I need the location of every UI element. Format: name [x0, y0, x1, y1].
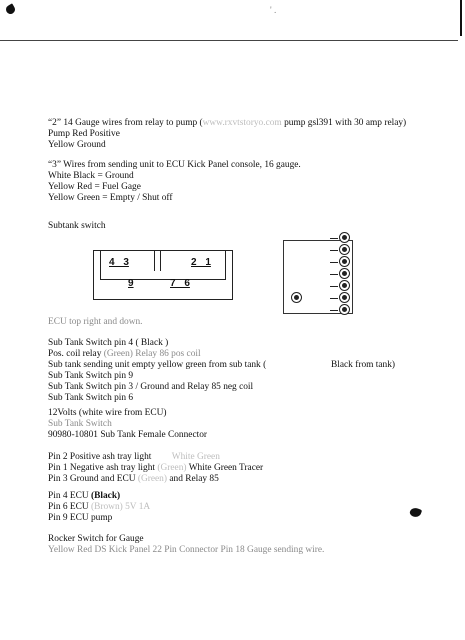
ash-pin-1: Pin 1 Negative ash tray light (Green) White Green Tracer [48, 463, 264, 473]
connector-pin [339, 232, 350, 243]
12v-line-3: 90980-10801 Sub Tank Female Connector [48, 430, 208, 440]
12v-line-1: 12Volts (white wire from ECU) [48, 408, 167, 418]
pins-4-3: 4 3 [109, 257, 129, 268]
12v-line-2: Sub Tank Switch [48, 419, 112, 429]
pin-9: 9 [128, 278, 134, 289]
switch-note-5: Sub Tank Switch pin 3 / Ground and Relay 85 neg coil [48, 382, 254, 392]
ink-blot-right [409, 506, 422, 518]
ash-pin-3: Pin 3 Ground and ECU (Green) and Relay 85 [48, 474, 219, 484]
rocker-line: Yellow Red DS Kick Panel 22 Pin Connector Pin 18 Gauge sending wire. [48, 545, 325, 555]
connector-pin [339, 244, 350, 255]
switch-note-6: Sub Tank Switch pin 6 [48, 393, 134, 403]
connector-ground-pin [291, 292, 302, 303]
top-mark: ' . [270, 6, 277, 16]
section-sender [48, 160, 301, 204]
ink-blot-top-left [4, 3, 16, 15]
switch-pin-notes [48, 338, 266, 404]
sender-line-2: Yellow Red = Fuel Gage [48, 182, 141, 192]
sender-heading: “3” Wires from sending unit to ECU Kick Panel console, 16 gauge. [48, 160, 301, 170]
section-12v [48, 408, 207, 441]
ecu-caption: ECU top right and down. [48, 317, 143, 327]
sender-line-1: White Black = Ground [48, 171, 134, 181]
switch-note-2: Pos. coil relay (Green) Relay 86 pos coil [48, 349, 201, 359]
ash-pin-2: Pin 2 Positive ash tray light White Green [48, 452, 220, 462]
pins-2-1: 2 1 [191, 257, 211, 268]
rocker-heading: Rocker Switch for Gauge [48, 534, 144, 544]
pins-7-6: 7 6 [170, 278, 190, 289]
connector-pin [339, 256, 350, 267]
ecu-pin-6: Pin 6 ECU (Brown) 5V 1A [48, 502, 151, 512]
subtank-switch-diagram [93, 250, 233, 300]
switch-note-1: Sub Tank Switch pin 4 ( Black ) [48, 338, 169, 348]
switch-note-4: Sub Tank Switch pin 9 [48, 371, 134, 381]
connector-pin [339, 268, 350, 279]
sender-line-3: Yellow Green = Empty / Shut off [48, 193, 173, 203]
ecu-pin-9: Pin 9 ECU pump [48, 513, 113, 523]
pump-url: www.rxvtstoryo.com [202, 118, 282, 128]
section-rocker [48, 534, 324, 556]
connector-pin [339, 304, 350, 315]
pump-heading: “2” 14 Gauge wires from relay to pump (www.rxvtstoryo.com pump gsl391 with 30 amp relay) [48, 118, 407, 128]
section-pump [48, 118, 406, 151]
pump-line-1: Pump Red Positive [48, 129, 120, 139]
section-ecu-pins [48, 491, 150, 524]
top-rule [0, 40, 458, 41]
right-edge-bar [460, 0, 462, 36]
ecu-pin-4: Pin 4 ECU (Black) [48, 491, 121, 501]
connector-pin [339, 292, 350, 303]
subtank-switch-label: Subtank switch [48, 221, 106, 231]
pump-line-2: Yellow Ground [48, 140, 106, 150]
switch-note-3: Sub tank sending unit empty yellow green from sub tank ( [48, 360, 267, 370]
connector-pin [339, 280, 350, 291]
black-from-tank: Black from tank) [331, 360, 396, 370]
section-ash-tray [48, 452, 263, 485]
